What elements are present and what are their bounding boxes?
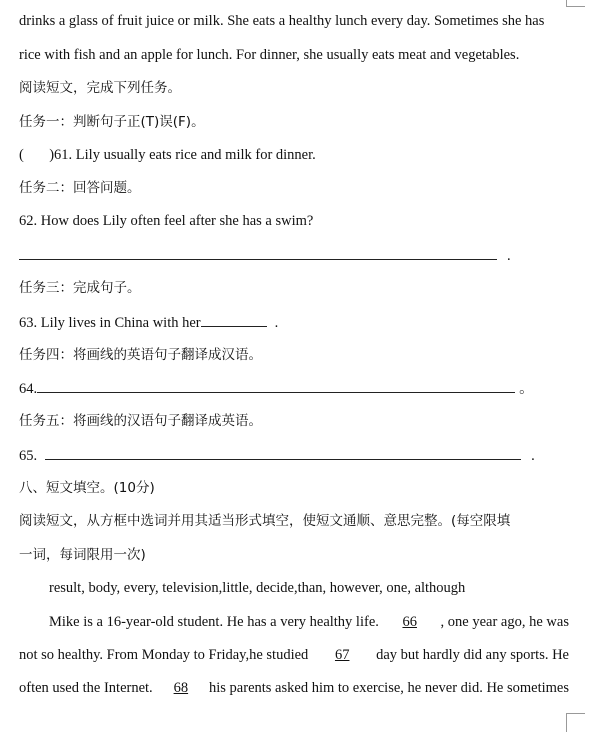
passage-line-2: rice with fish and an apple for lunch. For dinner, she usually eats meat and vegetables.: [19, 47, 520, 63]
answer-62-line: .: [19, 245, 511, 266]
section8-instruction-1: 阅读短文，从方框中选词并用其适当形式填空，使短文通顺、意思完整。(每空限填: [19, 513, 511, 529]
answer-62-blank[interactable]: [19, 245, 497, 260]
word-bank: result, body, every, television,little, decide,than, however, one, although: [49, 580, 466, 596]
blank-67[interactable]: 67: [334, 647, 350, 663]
task3-title: 任务三：完成句子。: [19, 280, 141, 296]
task2-title: 任务二：回答问题。: [19, 180, 141, 196]
section8-title: 八、短文填空。(10分): [19, 480, 155, 496]
question-61: ( )61. Lily usually eats rice and milk for dinner.: [19, 147, 316, 163]
page-corner-mark-top: [566, 0, 585, 7]
answer-64-blank[interactable]: [37, 378, 515, 393]
question-63: 63. Lily lives in China with her .: [19, 312, 278, 333]
page-corner-mark-bottom: [566, 713, 585, 732]
question-64: 64. 。: [19, 378, 534, 399]
question-65: 65. .: [19, 445, 535, 466]
question-62: 62. How does Lily often feel after she has a swim?: [19, 213, 314, 229]
blank-66[interactable]: 66: [402, 614, 417, 630]
passage-line-1: drinks a glass of fruit juice or milk. She eats a healthy lunch every day. Sometimes she has: [19, 13, 545, 29]
task5-title: 任务五：将画线的汉语句子翻译成英语。: [19, 413, 262, 429]
blank-68[interactable]: 68: [173, 680, 189, 696]
task1-title: 任务一：判断句子正(T)误(F)。: [19, 114, 205, 130]
section8-instruction-2: 一词，每词限用一次): [19, 547, 146, 563]
passage2-line-2: not so healthy. From Monday to Friday,he studied 67 day but hardly did any sports. He: [19, 647, 569, 663]
answer-63-blank[interactable]: [201, 312, 267, 327]
answer-65-blank[interactable]: [45, 445, 521, 460]
section7-instruction: 阅读短文，完成下列任务。: [19, 80, 181, 96]
task4-title: 任务四：将画线的英语句子翻译成汉语。: [19, 347, 262, 363]
passage2-line-1: Mike is a 16-year-old student. He has a very healthy life. 66 , one year ago, he was: [49, 614, 569, 630]
passage2-line-3: often used the Internet. 68 his parents asked him to exercise, he never did. He sometimes: [19, 680, 569, 696]
